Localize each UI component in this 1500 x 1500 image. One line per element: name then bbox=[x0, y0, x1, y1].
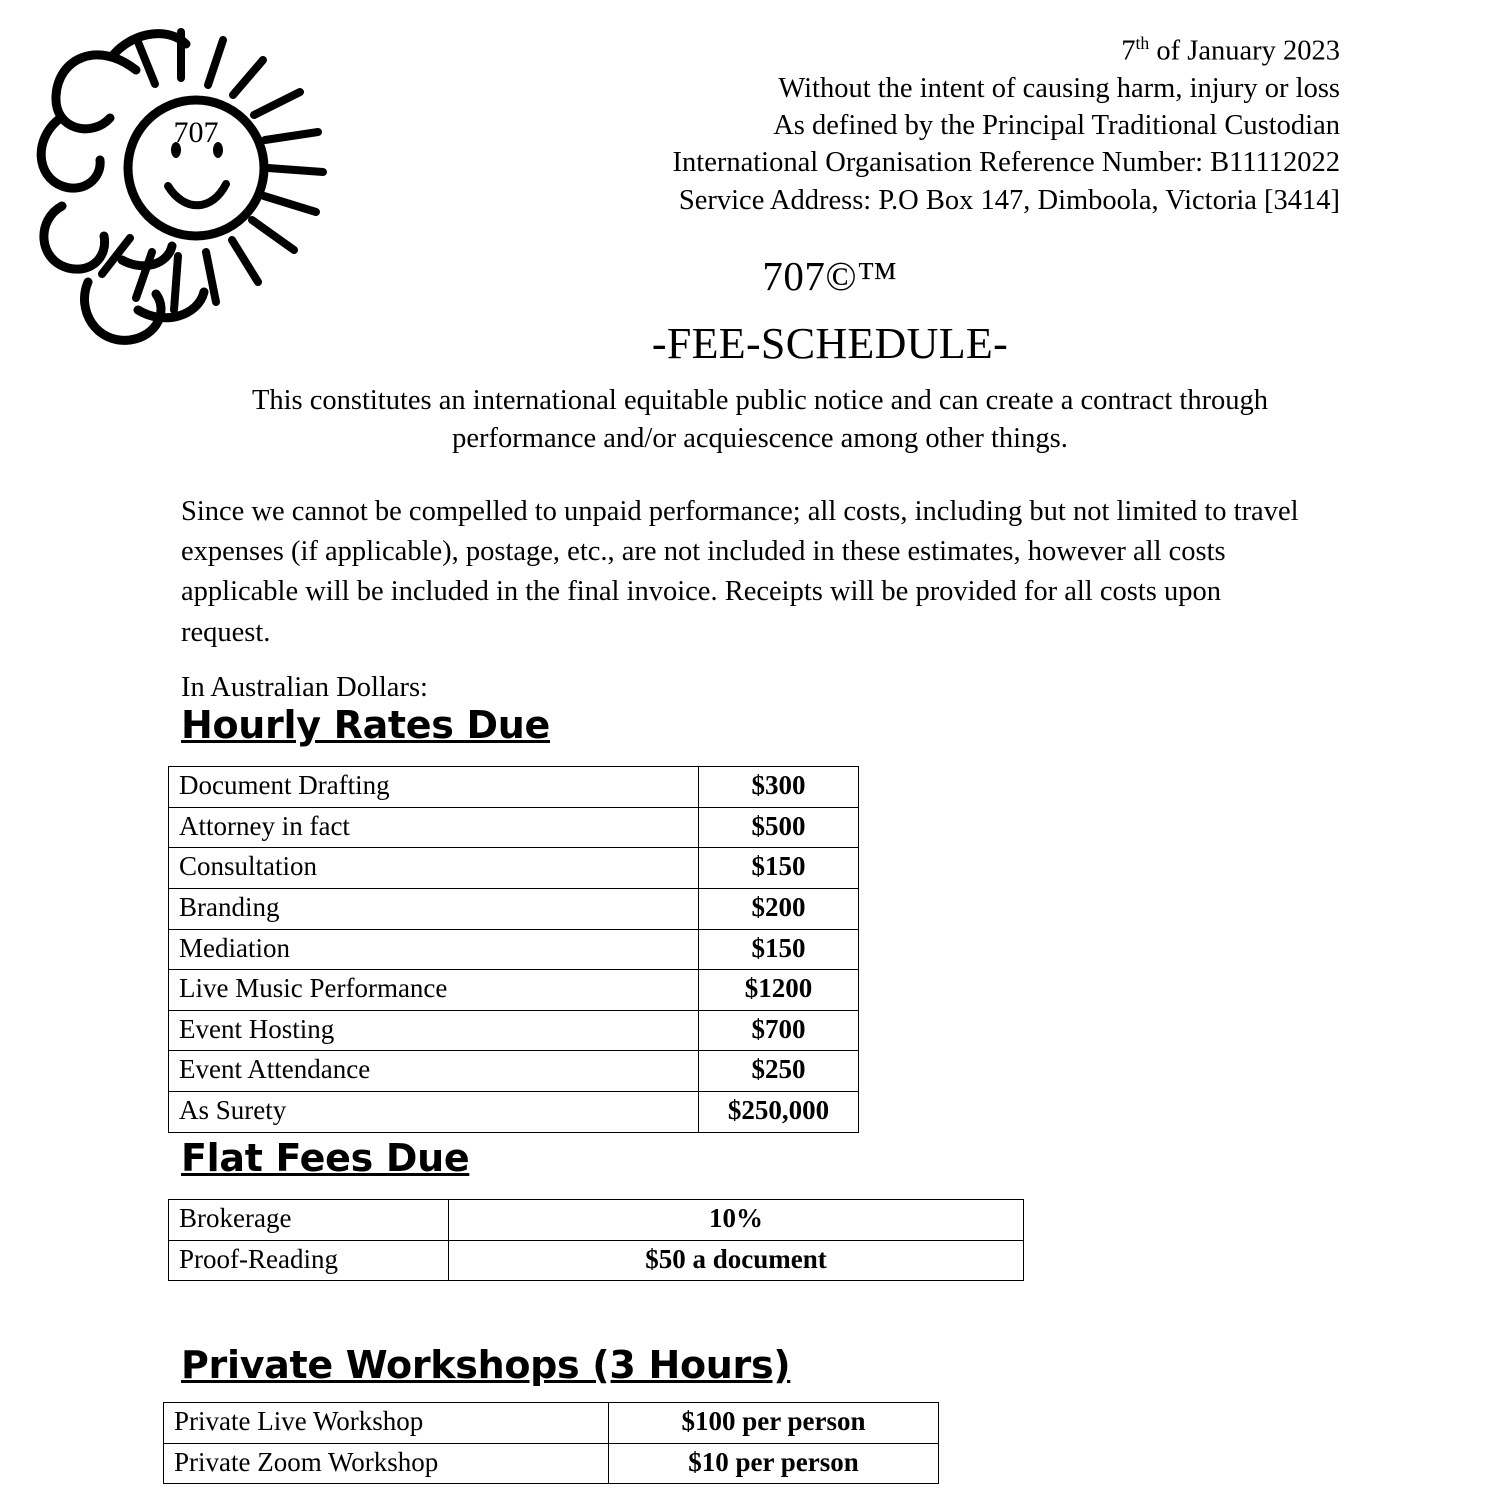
rate-item: Event Attendance bbox=[169, 1051, 699, 1092]
document-subtitle: -FEE-SCHEDULE- bbox=[651, 319, 1009, 368]
table-row bbox=[169, 1092, 859, 1133]
header-date-number: 7 bbox=[1121, 35, 1136, 67]
workshop-item: Private Zoom Workshop bbox=[164, 1443, 609, 1484]
table-row bbox=[169, 929, 859, 970]
table-row bbox=[169, 1051, 859, 1092]
rate-item: As Surety bbox=[169, 1092, 699, 1133]
header-line-1: Without the intent of causing harm, injury or loss bbox=[778, 72, 1340, 104]
currency-note: In Australian Dollars: bbox=[181, 672, 428, 703]
rate-value: $200 bbox=[699, 888, 859, 929]
logo-center-text: 707 bbox=[173, 116, 219, 149]
rate-value: $1200 bbox=[699, 970, 859, 1011]
workshop-value: $10 per person bbox=[609, 1443, 939, 1484]
rate-value: $700 bbox=[699, 1010, 859, 1051]
rate-value: $500 bbox=[699, 807, 859, 848]
workshop-item: Private Live Workshop bbox=[164, 1403, 609, 1444]
flat-fees-heading: Flat Fees Due bbox=[181, 1136, 470, 1180]
intro-paragraph: Since we cannot be compelled to unpaid performance; all costs, including but not limited to travel expenses (if applicable), postage, etc., are not included in these estimates, however all costs applicable will be included in the final invoice. Receipts will be provided for all costs upon request. bbox=[181, 496, 1299, 648]
rate-item: Branding bbox=[169, 888, 699, 929]
header-line-2: As defined by the Principal Traditional Custodian bbox=[773, 110, 1340, 142]
table-row bbox=[169, 1200, 1024, 1241]
flat-fees-table bbox=[168, 1199, 1024, 1281]
rate-value: $150 bbox=[699, 848, 859, 889]
sun-with-snakes-logo-icon bbox=[18, 10, 328, 370]
document-title: 707©™ bbox=[762, 253, 898, 299]
rate-item: Attorney in fact bbox=[169, 807, 699, 848]
rate-item: Live Music Performance bbox=[169, 970, 699, 1011]
table-row bbox=[169, 888, 859, 929]
fee-item: Proof-Reading bbox=[169, 1240, 449, 1281]
table-row bbox=[169, 848, 859, 889]
hourly-rates-table bbox=[168, 766, 859, 1133]
table-row bbox=[164, 1443, 939, 1484]
document-header bbox=[420, 32, 1340, 219]
rate-value: $250,000 bbox=[699, 1092, 859, 1133]
table-row bbox=[169, 1010, 859, 1051]
table-row bbox=[169, 807, 859, 848]
rate-item: Event Hosting bbox=[169, 1010, 699, 1051]
rate-item: Consultation bbox=[169, 848, 699, 889]
header-date-suffix: th bbox=[1135, 33, 1150, 53]
workshop-value: $100 per person bbox=[609, 1403, 939, 1444]
table-row bbox=[169, 767, 859, 808]
rate-value: $150 bbox=[699, 929, 859, 970]
header-date bbox=[420, 32, 1340, 70]
header-line-4: Service Address: P.O Box 147, Dimboola, Victoria [3414] bbox=[678, 184, 1340, 216]
rate-value: $300 bbox=[699, 767, 859, 808]
rate-item: Document Drafting bbox=[169, 767, 699, 808]
fee-item: Brokerage bbox=[169, 1200, 449, 1241]
table-row bbox=[164, 1403, 939, 1444]
header-line-3: International Organisation Reference Number: B11112022 bbox=[672, 147, 1340, 179]
table-row bbox=[169, 970, 859, 1011]
rate-item: Mediation bbox=[169, 929, 699, 970]
public-notice-text: This constitutes an international equitable public notice and can create a contract through performance and/or acquiescence among other things. bbox=[251, 385, 1269, 455]
private-workshops-heading: Private Workshops (3 Hours) bbox=[181, 1343, 791, 1387]
table-row bbox=[169, 1240, 1024, 1281]
private-workshops-table bbox=[163, 1402, 939, 1484]
rate-value: $250 bbox=[699, 1051, 859, 1092]
fee-value: 10% bbox=[449, 1200, 1024, 1241]
fee-value: $50 a document bbox=[449, 1240, 1024, 1281]
header-date-rest: of January 2023 bbox=[1149, 35, 1340, 67]
hourly-rates-heading: Hourly Rates Due bbox=[181, 703, 550, 747]
